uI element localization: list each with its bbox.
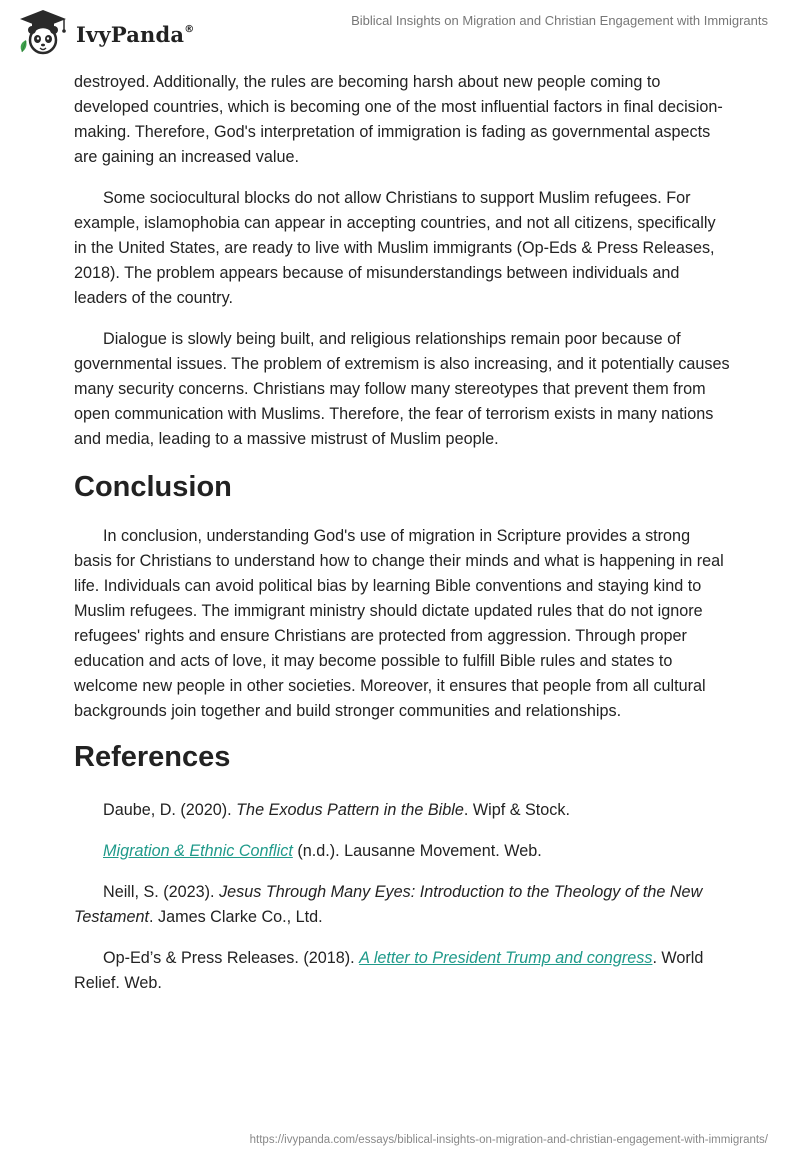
paragraph: Some sociocultural blocks do not allow Christians to support Muslim refugees. For example, islamophobia can appear in accepting countries, and not all citizens, specifically in the United States, are ready to live with Muslim immigrants (Op-Eds & Press Releases, 2018). The problem appears because of misunderstandings between individuals and leaders of the country. bbox=[74, 189, 716, 307]
reference-publisher: (n.d.). Lausanne Movement. Web. bbox=[292, 842, 542, 860]
reference-link[interactable]: A letter to President Trump and congress bbox=[359, 949, 653, 967]
reference-publisher: . James Clarke Co., Ltd. bbox=[149, 908, 323, 926]
reference-publisher: . World Relief. Web. bbox=[74, 949, 704, 992]
reference-link[interactable]: Migration & Ethnic Conflict bbox=[103, 842, 293, 860]
paragraph: Dialogue is slowly being built, and religious relationships remain poor because of governmental issues. The problem of extremism is also increasing, and it potentially causes many security concerns. Christians may follow many stereotypes that prevent them from open communication with Muslims. Therefore, the fear of terrorism exists in many nations and media, leading to a massive mistrust of Muslim people. bbox=[74, 330, 730, 448]
panda-graduate-icon bbox=[14, 8, 72, 58]
paragraph: destroyed. Additionally, the rules are becoming harsh about new people coming to developed countries, which is becoming one of the most influential factors in final decision-making. Therefore, God's interpretation of immigration is fading as governmental aspects are gaining an increased value. bbox=[74, 73, 723, 166]
essay-body bbox=[74, 70, 730, 1012]
reference-item bbox=[74, 839, 730, 864]
reference-title: Jesus Through Many Eyes: Introduction to the Theology of the New Testament bbox=[74, 883, 703, 926]
reference-item bbox=[74, 798, 730, 823]
reference-title: The Exodus Pattern in the Bible bbox=[236, 801, 464, 819]
reference-author: Op-Ed’s & Press Releases. (2018). bbox=[103, 949, 360, 967]
reference-item bbox=[74, 880, 730, 930]
registered-mark: ® bbox=[184, 23, 195, 35]
source-url: https://ivypanda.com/essays/biblical-insights-on-migration-and-christian-engagement-with-immigrants/ bbox=[249, 1134, 768, 1146]
logo-text: IvyPanda bbox=[76, 21, 185, 47]
reference-author: Neill, S. (2023). bbox=[103, 883, 220, 901]
page-header bbox=[0, 0, 800, 70]
logo-wordmark bbox=[76, 22, 194, 47]
conclusion-heading: Conclusion bbox=[74, 471, 232, 503]
references-heading: References bbox=[74, 741, 231, 773]
reference-item bbox=[74, 946, 730, 996]
reference-publisher: . Wipf & Stock. bbox=[463, 801, 570, 819]
reference-author: Daube, D. (2020). bbox=[103, 801, 237, 819]
conclusion-paragraph: In conclusion, understanding God's use of migration in Scripture provides a strong basis for Christians to understand how to change their minds and what is happening in real life. Individuals can avoid political bias by learning Bible conventions and staying kind to Muslim refugees. The immigrant ministry should dictate updated rules that do not ignore refugees' rights and ensure Christians are protected from aggression. Through proper education and acts of love, it may become possible to fulfill Bible rules and states to welcome new people in other societies. Moreover, it ensures that people from all cultural backgrounds join together and build stronger communities and relationships. bbox=[74, 527, 724, 720]
ivypanda-logo[interactable] bbox=[14, 8, 194, 58]
document-title: Biblical Insights on Migration and Christian Engagement with Immigrants bbox=[351, 13, 768, 28]
